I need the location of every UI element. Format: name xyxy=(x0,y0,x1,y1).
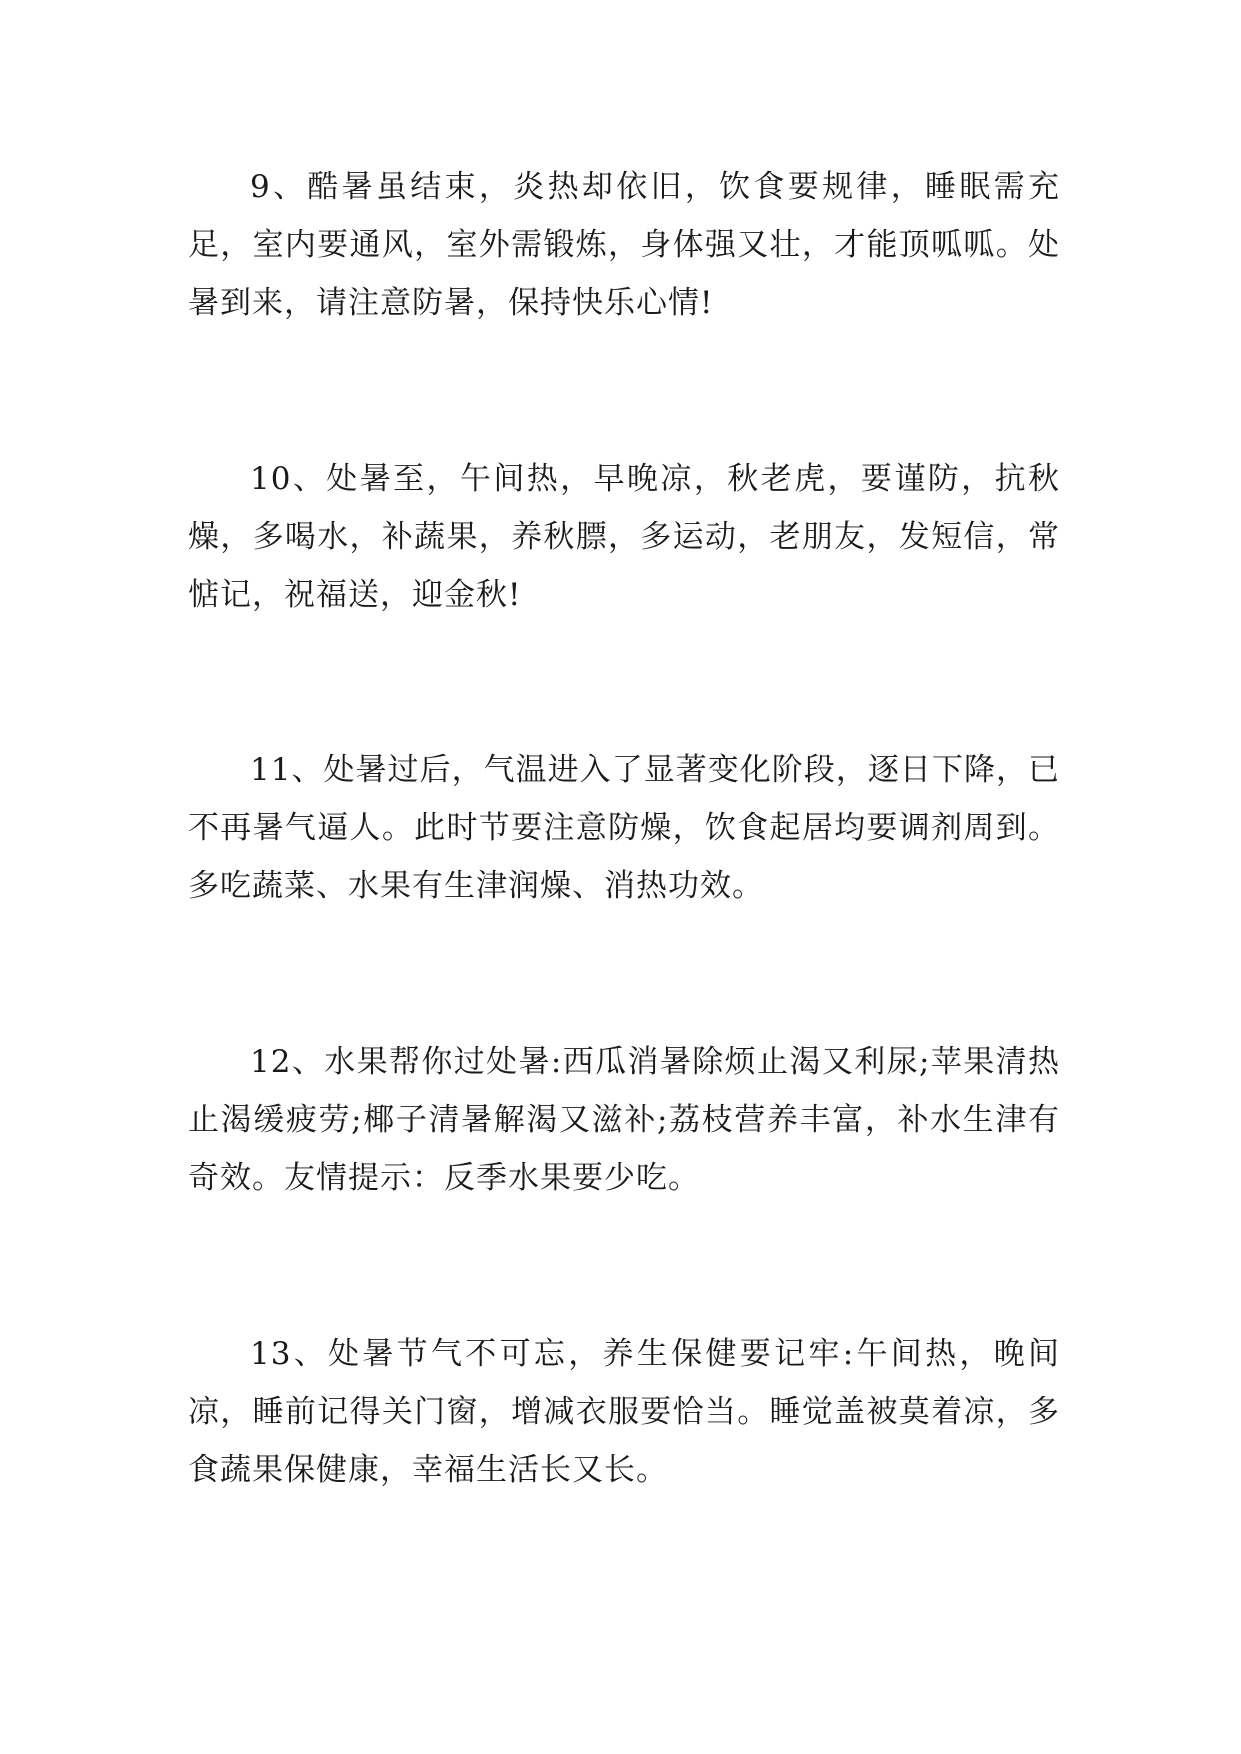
paragraph-13: 13、处暑节气不可忘，养生保健要记牢:午间热，晚间凉，睡前记得关门窗，增减衣服要恰当。睡觉盖被莫着凉，多食蔬果保健康，幸福生活长又长。 xyxy=(188,1336,1060,1488)
paragraph-9: 9、酷暑虽结束，炎热却依旧，饮食要规律，睡眠需充足，室内要通风，室外需锻炼，身体强又壮，才能顶呱呱。处暑到来，请注意防暑，保持快乐心情! xyxy=(188,169,1060,321)
paragraph-12: 12、水果帮你过处暑:西瓜消暑除烦止渴又利尿;苹果清热止渴缓疲劳;椰子清暑解渴又滋补;荔枝营养丰富，补水生津有奇效。友情提示：反季水果要少吃。 xyxy=(188,1044,1060,1196)
paragraph-11: 11、处暑过后，气温进入了显著变化阶段，逐日下降，已不再暑气逼人。此时节要注意防燥，饮食起居均要调剂周到。多吃蔬菜、水果有生津润燥、消热功效。 xyxy=(188,752,1060,904)
paragraph-10: 10、处暑至，午间热，早晚凉，秋老虎，要谨防，抗秋燥，多喝水，补蔬果，养秋膘，多运动，老朋友，发短信，常惦记，祝福送，迎金秋! xyxy=(188,461,1060,613)
